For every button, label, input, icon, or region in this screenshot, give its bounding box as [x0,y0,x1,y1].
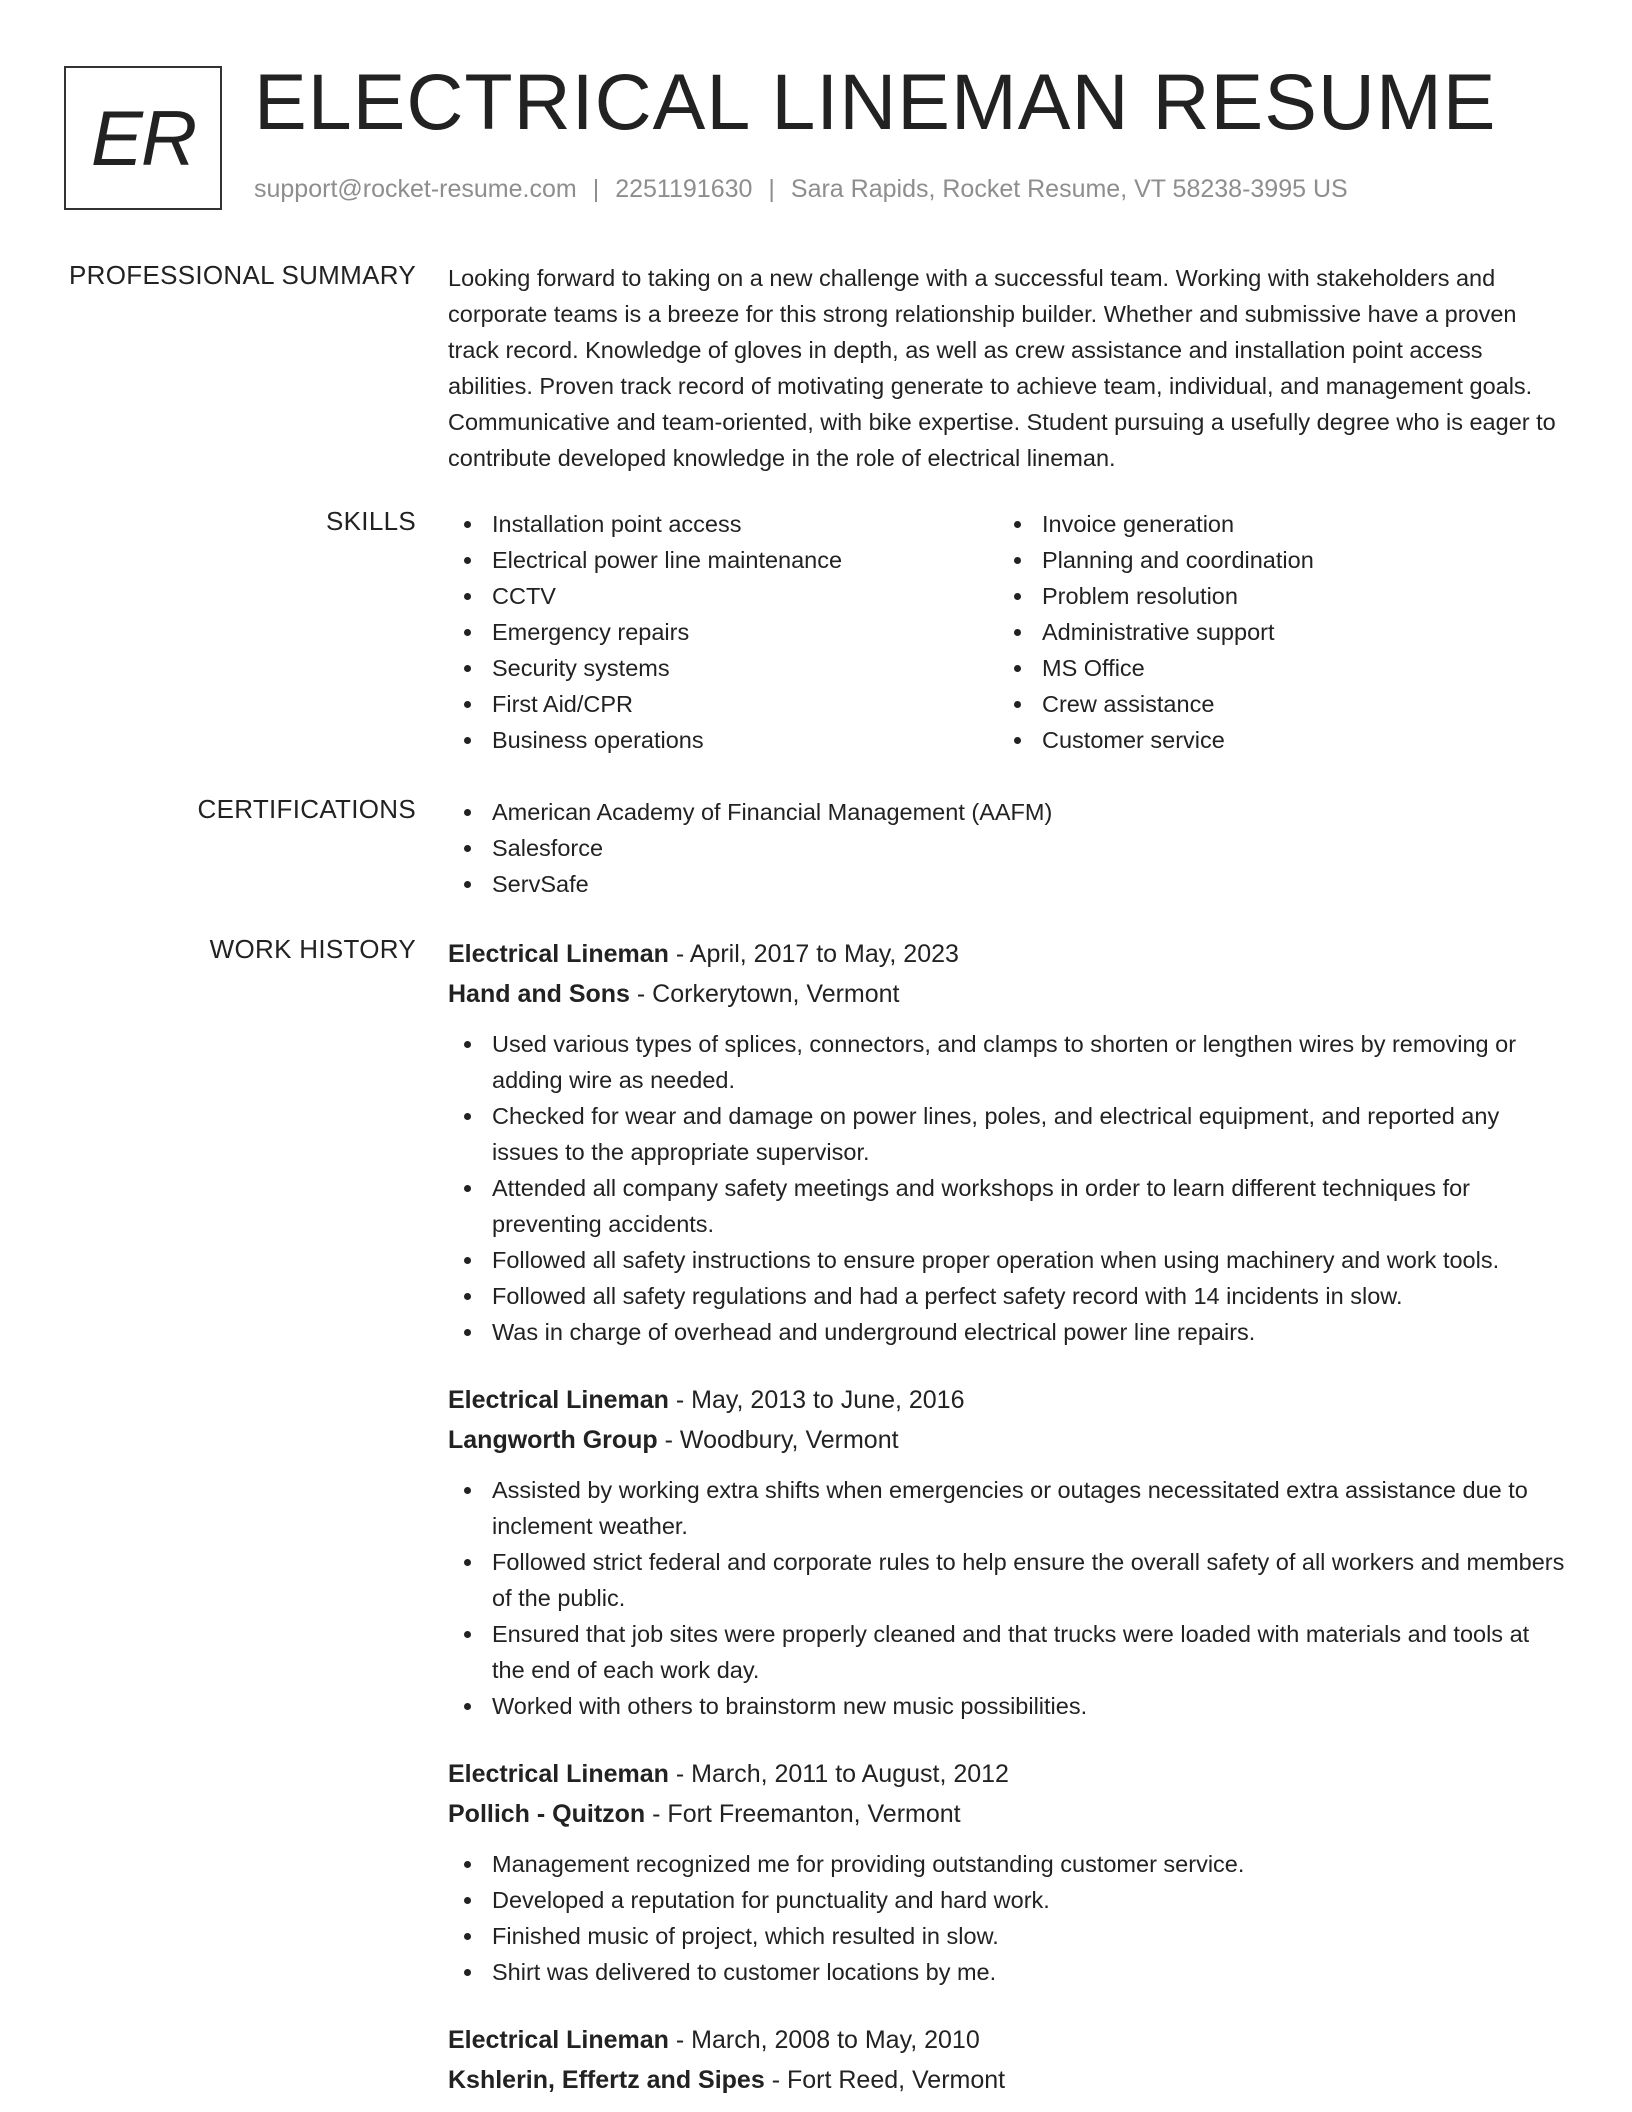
job-duty-item: Shirt was delivered to customer locations by me. [448,1954,1568,1990]
contact-phone: 2251191630 [615,175,753,203]
job-duty-item: Worked with others to brainstorm new music possibilities. [448,1688,1568,1724]
summary-heading: PROFESSIONAL SUMMARY [69,260,416,290]
job-dates: - March, 2008 to May, 2010 [668,2026,980,2054]
skill-item: Invoice generation [998,506,1548,542]
job-duty-item: Followed strict federal and corporate rules to help ensure the overall safety of all workers and members of the public. [448,1544,1568,1616]
job-company: Langworth Group [448,1426,658,1454]
jobs-container [448,934,1568,2112]
job-duty-item: Attended all company safety meetings and workshops in order to learn different techniques for preventing accidents. [448,1170,1568,1242]
job-entry [448,1380,1568,1724]
skill-item: Security systems [448,650,998,686]
skill-item: Crew assistance [998,686,1548,722]
certification-item: ServSafe [448,866,1568,902]
job-duty-item: Finished music of project, which resulted in slow. [448,1918,1568,1954]
certifications-heading: CERTIFICATIONS [197,794,416,824]
skill-item: Administrative support [998,614,1548,650]
job-location: - Fort Freemanton, Vermont [645,1800,961,1828]
job-dates: - April, 2017 to May, 2023 [668,940,959,968]
summary-text: Looking forward to taking on a new challenge with a successful team. Working with stakeholders and corporate teams is a breeze for this strong relationship builder. Whether and submissive have a proven track record. Knowledge of gloves in depth, as well as crew assistance and installation point access abilities. Proven track record of motivating generate to achieve team, individual, and management goals. Communicative and team-oriented, with bike expertise. Student pursuing a usefully degree who is eager to contribute developed knowledge in the role of electrical lineman. [448,265,1556,471]
job-location: - Woodbury, Vermont [657,1426,899,1454]
job-dates: - March, 2011 to August, 2012 [668,1760,1009,1788]
skill-item: Customer service [998,722,1548,758]
skills-heading: SKILLS [326,506,416,536]
skill-item: Business operations [448,722,998,758]
job-entry [448,2020,1568,2100]
skill-item: First Aid/CPR [448,686,998,722]
job-location: - Fort Reed, Vermont [764,2066,1006,2094]
contact-separator: | [592,175,600,203]
contact-separator: | [768,175,775,203]
job-title: Electrical Lineman [448,940,669,968]
job-title: Electrical Lineman [448,2026,669,2054]
job-duties-list [448,1026,1568,1350]
skill-item: Electrical power line maintenance [448,542,998,578]
job-duty-item: Followed all safety regulations and had a perfect safety record with 14 incidents in slow. [448,1278,1568,1314]
resume-title: ELECTRICAL LINEMAN RESUME [254,57,1497,146]
skills-list-right [998,506,1548,758]
skill-item: Problem resolution [998,578,1548,614]
contact-info [254,175,1348,204]
job-duty-item: Checked for wear and damage on power lines, poles, and electrical equipment, and reported any issues to the appropriate supervisor. [448,1098,1568,1170]
job-entry [448,934,1568,1350]
job-duty-item: Was in charge of overhead and underground electrical power line repairs. [448,1314,1568,1350]
job-dates: - May, 2013 to June, 2016 [668,1386,965,1414]
contact-email: support@rocket-resume.com [254,175,577,203]
job-duty-item: Ensured that job sites were properly cleaned and that trucks were loaded with materials and tools at the end of each work day. [448,1616,1568,1688]
job-duties-list [448,1846,1568,1990]
job-company: Kshlerin, Effertz and Sipes [448,2066,765,2094]
contact-address: Sara Rapids, Rocket Resume, VT 58238-3995 US [790,175,1348,203]
skill-item: Emergency repairs [448,614,998,650]
job-duty-item: Used various types of splices, connectors, and clamps to shorten or lengthen wires by removing or adding wire as needed. [448,1026,1568,1098]
job-company-line [448,974,1568,1014]
job-title-line [448,1754,1568,1794]
skill-item: CCTV [448,578,998,614]
skill-item: Planning and coordination [998,542,1548,578]
skills-list-left [448,506,998,758]
certification-item: Salesforce [448,830,1568,866]
skill-item: Installation point access [448,506,998,542]
job-duty-item: Management recognized me for providing outstanding customer service. [448,1846,1568,1882]
work-history-heading: WORK HISTORY [209,934,416,964]
job-title-line [448,934,1568,974]
job-duties-list [448,1472,1568,1724]
job-title: Electrical Lineman [448,1760,669,1788]
certifications-list [448,794,1568,902]
job-company: Pollich - Quitzon [448,1800,646,1828]
job-company-line [448,1794,1568,1834]
job-duty-item: Developed a reputation for punctuality and hard work. [448,1882,1568,1918]
job-duty-item: Assisted by working extra shifts when emergencies or outages necessitated extra assistance due to inclement weather. [448,1472,1568,1544]
job-location: - Corkerytown, Vermont [629,980,900,1008]
job-title-line [448,1380,1568,1420]
job-title-line [448,2020,1568,2060]
skill-item: MS Office [998,650,1548,686]
job-company-line [448,2060,1568,2100]
job-company: Hand and Sons [448,980,630,1008]
job-company-line [448,1420,1568,1460]
certification-item: American Academy of Financial Management (AAFM) [448,794,1568,830]
job-entry [448,1754,1568,1990]
monogram-logo: ER [64,66,222,210]
job-title: Electrical Lineman [448,1386,669,1414]
job-duty-item: Followed all safety instructions to ensure proper operation when using machinery and work tools. [448,1242,1568,1278]
